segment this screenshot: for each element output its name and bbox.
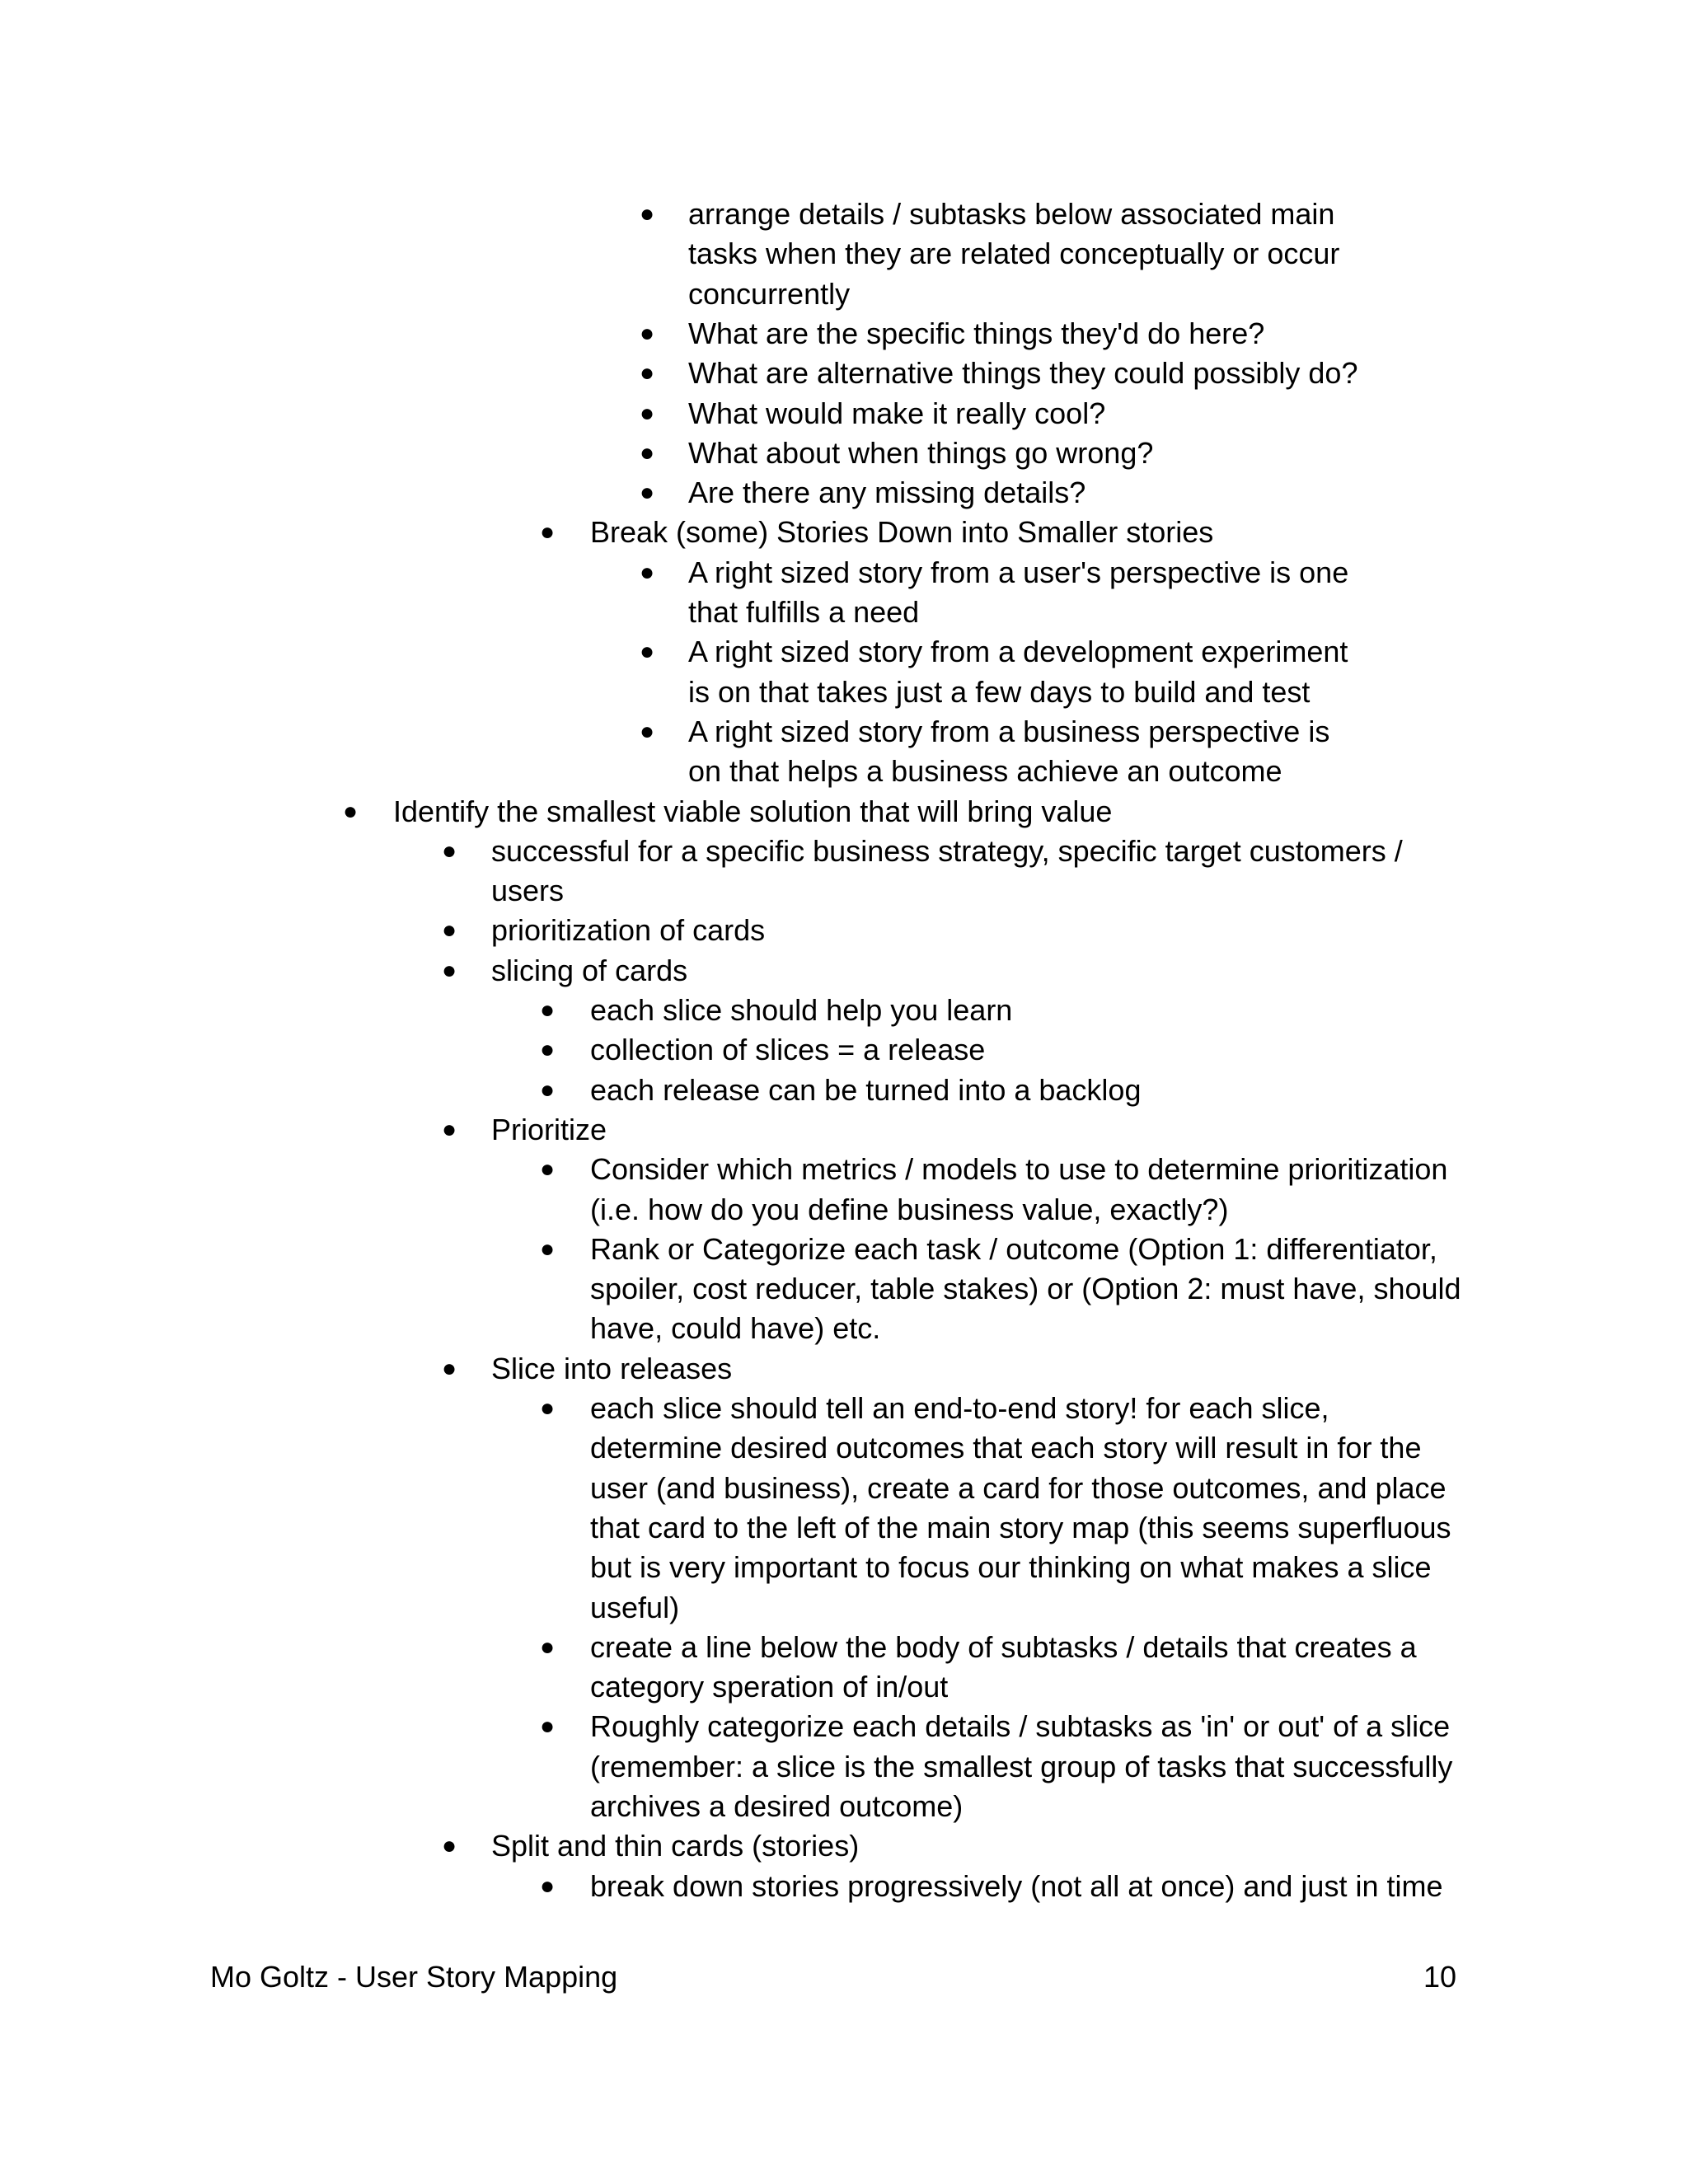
list-item-text: on that helps a business achieve an outcome: [688, 754, 1282, 789]
list-item-text: break down stories progressively (not all at once) and just in time: [590, 1868, 1443, 1903]
list-item-text: collection of slices = a release: [590, 1033, 986, 1067]
list-item-text: A right sized story from a development experiment: [688, 635, 1348, 669]
bullet-icon: ●: [540, 1872, 556, 1900]
bullet-icon: ●: [540, 1235, 556, 1263]
bullet-icon: ●: [640, 200, 655, 227]
list-item-text: (remember: a slice is the smallest group of tasks that successfully: [590, 1749, 1453, 1783]
bullet-icon: ●: [442, 956, 457, 984]
list-item-text: Rank or Categorize each task / outcome (Option 1: differentiator,: [590, 1231, 1437, 1266]
list-item-text: create a line below the body of subtasks / details that creates a: [590, 1629, 1417, 1664]
list-item-text: (i.e. how do you define business value, exactly?): [590, 1192, 1229, 1226]
bullet-icon: ●: [640, 558, 655, 586]
list-item-text: that card to the left of the main story map (this seems superfluous: [590, 1510, 1451, 1544]
list-item-text: Break (some) Stories Down into Smaller stories: [590, 515, 1214, 550]
bullet-icon: ●: [442, 1115, 457, 1143]
list-item-text: archives a desired outcome): [590, 1789, 964, 1823]
bullet-icon: ●: [540, 1036, 556, 1064]
bullet-icon: ●: [442, 916, 457, 944]
bullet-icon: ●: [640, 359, 655, 387]
list-item-text: Identify the smallest viable solution that will bring value: [393, 794, 1113, 828]
list-item-text: Split and thin cards (stories): [491, 1829, 860, 1863]
list-item-text: What about when things go wrong?: [688, 435, 1154, 470]
list-item-text: each slice should help you learn: [590, 993, 1013, 1027]
bullet-icon: ●: [442, 1354, 457, 1382]
bullet-icon: ●: [540, 1713, 556, 1741]
list-item-text: spoiler, cost reducer, table stakes) or (Option 2: must have, should: [590, 1272, 1461, 1306]
list-item-text: arrange details / subtasks below associated main: [688, 197, 1335, 231]
list-item-text: have, could have) etc.: [590, 1311, 881, 1346]
list-item-text: What are alternative things they could possibly do?: [688, 356, 1358, 391]
bullet-icon: ●: [540, 518, 556, 546]
list-item-text: A right sized story from a business perspective is: [688, 714, 1330, 748]
list-item-text: Prioritize: [491, 1112, 607, 1146]
bullet-icon: ●: [540, 1076, 556, 1104]
bullet-icon: ●: [442, 1832, 457, 1860]
bullet-icon: ●: [540, 1394, 556, 1422]
list-item-text: determine desired outcomes that each story will result in for the: [590, 1431, 1422, 1465]
bullet-icon: ●: [640, 438, 655, 466]
list-item-text: that fulfills a need: [688, 595, 920, 629]
list-item-text: What would make it really cool?: [688, 396, 1106, 430]
bullet-icon: ●: [343, 797, 359, 825]
bullet-icon: ●: [540, 1633, 556, 1661]
list-item-text: useful): [590, 1590, 680, 1624]
bullet-icon: ●: [640, 717, 655, 745]
list-item-text: Are there any missing details?: [688, 476, 1086, 510]
list-item-text: users: [491, 874, 565, 908]
bullet-icon: ●: [640, 399, 655, 427]
list-item-text: What are the specific things they'd do here?: [688, 316, 1265, 350]
list-item-text: slicing of cards: [491, 953, 688, 987]
bullet-icon: ●: [640, 319, 655, 347]
list-item-text: Roughly categorize each details / subtasks as 'in' or out' of a slice: [590, 1709, 1451, 1744]
list-item-text: each release can be turned into a backlog: [590, 1072, 1142, 1107]
list-item-text: A right sized story from a user's perspective is one: [688, 555, 1349, 589]
bullet-icon: ●: [442, 837, 457, 865]
list-item-text: tasks when they are related conceptually or occur: [688, 237, 1340, 271]
list-item-text: category speration of in/out: [590, 1670, 949, 1704]
list-item-text: successful for a specific business strategy, specific target customers /: [491, 833, 1403, 868]
list-item-text: each slice should tell an end-to-end story! for each slice,: [590, 1391, 1329, 1425]
list-item-text: is on that takes just a few days to build and test: [688, 674, 1311, 709]
list-item-text: prioritization of cards: [491, 913, 766, 948]
list-item-text: but is very important to focus our thinking on what makes a slice: [590, 1550, 1432, 1585]
list-item-text: user (and business), create a card for those outcomes, and place: [590, 1470, 1447, 1505]
page-number: 10: [1423, 1960, 1457, 1994]
footer-title: Mo Goltz - User Story Mapping: [210, 1960, 618, 1994]
list-item-text: Consider which metrics / models to use to determine prioritization: [590, 1152, 1448, 1187]
list-item-text: concurrently: [688, 276, 851, 311]
bullet-icon: ●: [540, 1155, 556, 1183]
bullet-icon: ●: [640, 479, 655, 507]
list-item-text: Slice into releases: [491, 1351, 733, 1385]
bullet-icon: ●: [540, 996, 556, 1024]
bullet-icon: ●: [640, 638, 655, 666]
